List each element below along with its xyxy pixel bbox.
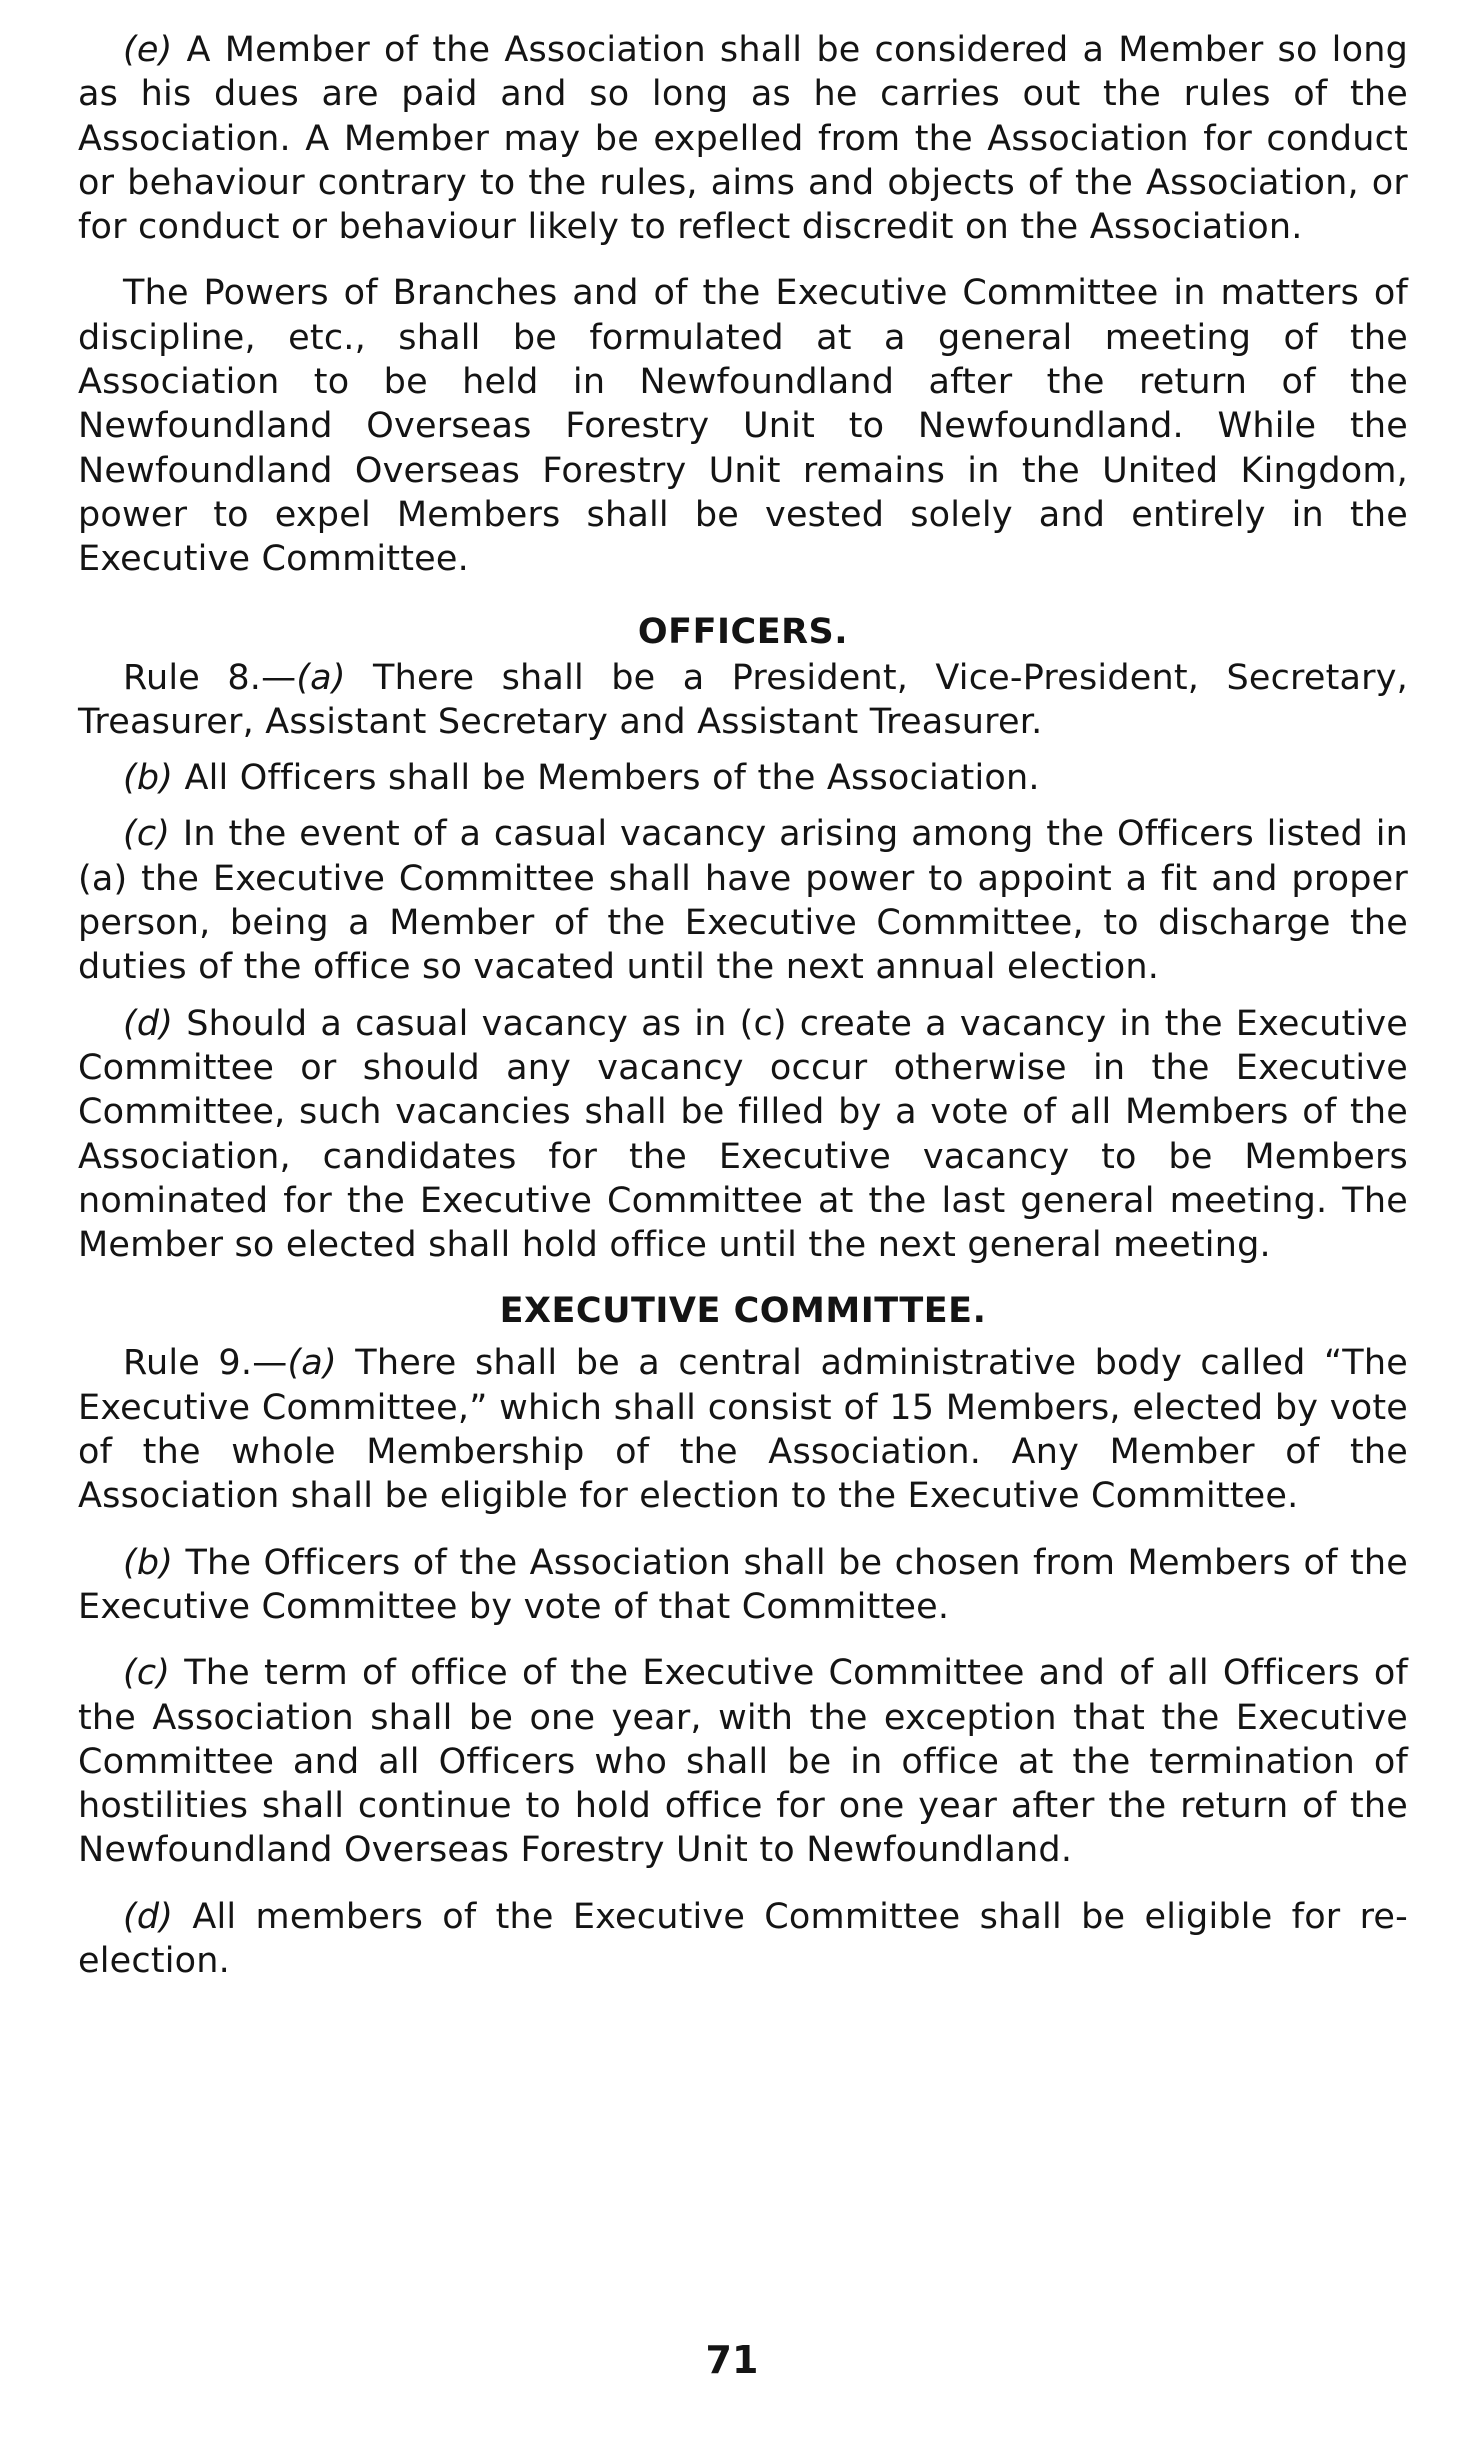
clause-label: (d) bbox=[123, 1003, 174, 1044]
powers-paragraph: The Powers of Branches and of the Executive Committee in matters of discipline, etc., shall be formulated at a general meeting of the Association to be held in Newfoundland after the return of the Newfoundland Overseas Forestry Unit to Newfoundland. While the Newfoundland Overseas Forestry Unit remains in the United Kingdom, power to expel Members shall be vested solely and entirely in the Executive Committee. bbox=[78, 273, 1408, 580]
executive-paragraph-d bbox=[78, 1895, 1408, 1984]
clause-label: (a) bbox=[287, 1343, 337, 1384]
executive-paragraph-c bbox=[78, 1651, 1408, 1872]
rule-9-paragraph bbox=[78, 1341, 1408, 1518]
officers-paragraph-c bbox=[78, 812, 1408, 989]
officers-paragraph-b bbox=[78, 756, 1408, 800]
document-page bbox=[78, 28, 1408, 1983]
executive-paragraph-b bbox=[78, 1541, 1408, 1630]
rule-prefix: Rule 8.— bbox=[123, 657, 297, 698]
clause-text: A Member of the Association shall be considered a Member so long as his dues are paid and so long as he carries out the rules of the Association. A Member may be expelled from the Association for conduct or behaviour contrary to the rules, aims and objects of the Association, or for conduct or behaviour likely to reflect discredit on the Association. bbox=[78, 30, 1408, 248]
clause-text: There shall be a central administrative body called “The Executive Committee,” which shall consist of 15 Members, elected by vote of the whole Membership of the Association. Any Member of the Association shall be eligible for election to the Executive Committee. bbox=[78, 1343, 1408, 1517]
clause-text: Should a casual vacancy as in (c) create a vacancy in the Executive Committee or should any vacancy occur otherwise in the Executive Committee, such vacancies shall be filled by a vote of all Members of the Association, candidates for the Executive vacancy to be Members nominated for the Executive Committee at the last general meeting. The Member so elected shall hold office until the next general meeting. bbox=[78, 1003, 1408, 1266]
clause-text: The term of office of the Executive Committee and of all Officers of the Association shall be one year, with the exception that the Executive Committee and all Officers who shall be in office at the termination of hostilities shall continue to hold office for one year after the return of the Newfoundland Overseas Forestry Unit to Newfoundland. bbox=[78, 1653, 1408, 1871]
rule-prefix: Rule 9.— bbox=[123, 1343, 288, 1384]
clause-label: (c) bbox=[123, 814, 171, 855]
clause-label: (d) bbox=[123, 1896, 174, 1937]
officers-heading: OFFICERS. bbox=[637, 611, 849, 652]
clause-label: (a) bbox=[296, 657, 346, 698]
rule-8-paragraph bbox=[78, 656, 1408, 745]
clause-text: In the event of a casual vacancy arising among the Officers listed in (a) the Executive Committee shall have power to appoint a fit and proper person, being a Member of the Executive Committee, to discharge the duties of the office so vacated until the next annual election. bbox=[78, 814, 1408, 988]
clause-label: (b) bbox=[123, 758, 174, 799]
clause-text: All Officers shall be Members of the Association. bbox=[173, 758, 1040, 799]
executive-committee-heading: EXECUTIVE COMMITTEE. bbox=[499, 1291, 987, 1332]
membership-paragraph-e bbox=[78, 28, 1408, 249]
clause-label: (e) bbox=[123, 30, 173, 70]
officers-paragraph-d bbox=[78, 1002, 1408, 1268]
clause-text: There shall be a President, Vice-President, Secretary, Treasurer, Assistant Secretary and Assistant Treasurer. bbox=[78, 657, 1408, 742]
clause-label: (b) bbox=[123, 1542, 174, 1583]
page-number: 71 bbox=[705, 2338, 759, 2382]
clause-text: All members of the Executive Committee shall be eligible for re-election. bbox=[78, 1896, 1408, 1981]
clause-text: The Officers of the Association shall be chosen from Members of the Executive Committee by vote of that Committee. bbox=[78, 1542, 1408, 1627]
clause-label: (c) bbox=[123, 1653, 171, 1694]
